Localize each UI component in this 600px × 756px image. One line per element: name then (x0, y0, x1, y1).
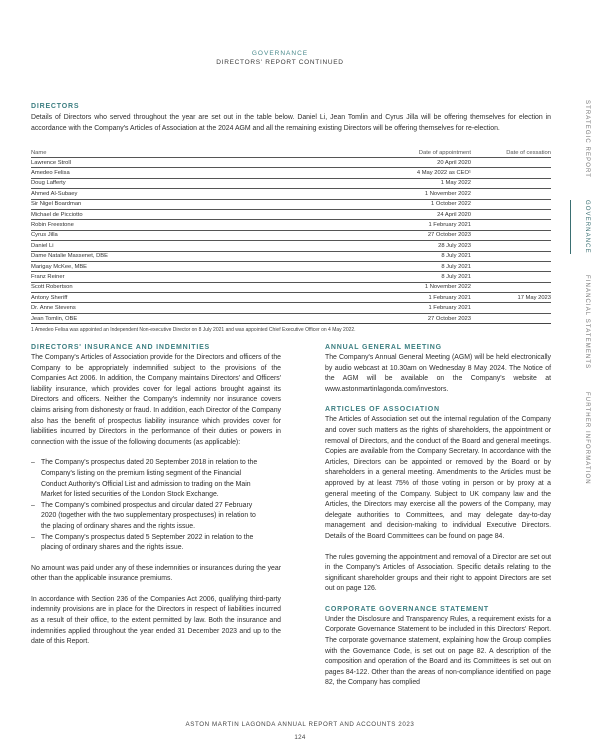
appointment-date: 4 May 2022 as CEO¹ (416, 170, 471, 177)
table-row (31, 231, 551, 241)
table-row (31, 314, 551, 324)
appointment-date: 1 May 2022 (440, 180, 471, 187)
agm-heading: ANNUAL GENERAL MEETING (325, 344, 442, 351)
right-column (325, 343, 551, 689)
appointment-date: 1 October 2022 (431, 201, 471, 208)
appointment-date: 8 July 2021 (441, 263, 471, 270)
directors-heading: DIRECTORS (31, 103, 80, 110)
appointment-date: 1 November 2022 (424, 190, 471, 197)
table-row (31, 252, 551, 262)
appointment-date: 1 February 2021 (428, 222, 471, 229)
table-row (31, 262, 551, 272)
page-header (0, 49, 560, 67)
page-footer (0, 721, 600, 741)
appointment-date: 20 April 2020 (437, 159, 471, 166)
directors-section (31, 102, 551, 134)
table-row (31, 272, 551, 282)
appointment-date: 8 July 2021 (441, 253, 471, 260)
column-header-appointment: Date of appointment (418, 149, 471, 156)
director-name: Lawrence Stroll (31, 159, 71, 166)
director-name: Cyrus Jilla (31, 232, 58, 239)
director-name: Franz Reiner (31, 273, 65, 280)
cgs-heading: CORPORATE GOVERNANCE STATEMENT (325, 605, 490, 613)
table-row (31, 179, 551, 189)
appointment-date: 1 February 2021 (428, 305, 471, 312)
director-name: Michael de Picciotto (31, 211, 83, 218)
left-column (31, 343, 281, 648)
table-row (31, 189, 551, 199)
table-row (31, 168, 551, 178)
directors-intro: Details of Directors who served throughout the year are set out in the table below. Daniel Li, Jean Tomlin and Cyrus Jilla will be offering themselves for election in accordance with the Company's Articles of Association at the 2024 AGM and all the remaining existing Directors will be offering themselves for re-election. (31, 114, 551, 132)
directors-table (31, 148, 551, 324)
appointment-date: 8 July 2021 (441, 273, 471, 280)
appointment-date: 1 November 2022 (424, 284, 471, 291)
side-nav-governance[interactable]: GOVERNANCE (570, 200, 590, 254)
side-nav-strategic-report[interactable]: STRATEGIC REPORT (584, 100, 590, 179)
director-name: Jean Tomlin, OBE (31, 315, 78, 322)
page-number: 124 (294, 734, 306, 741)
director-name: Sir Nigel Boardman (31, 201, 82, 208)
appointment-date: 28 July 2023 (438, 242, 471, 249)
director-name: Dr. Anne Stevens (31, 305, 76, 312)
director-name: Dame Natalie Massenet, DBE (31, 253, 109, 260)
insurance-paragraph-1: The Company's Articles of Association provide for the Directors and officers of the Company to be appropriately indemnified subject to the provisions of the Companies Act 2006. In addition, the Company maintains Directors' and Officers' liability insurance, which provides cover for legal actions brought against its Directors and officers. Neither the Company's indemnity nor insurance covers claims arising from dishonesty or fraud. In addition, each Director of the Company also has the benefit of prospectus liability insurance which provides cover for liabilities incurred by Directors in the performance of their duties or powers in connection with the issue of the following documents (as applicable): (31, 354, 281, 446)
table-row (31, 283, 551, 293)
director-name: Doug Lafferty (31, 180, 66, 187)
articles-heading: ARTICLES OF ASSOCIATION (325, 406, 440, 414)
page-subtitle: DIRECTORS' REPORT CONTINUED (216, 59, 344, 66)
cessation-date: 17 May 2023 (517, 294, 551, 301)
table-row (31, 303, 551, 313)
insurance-paragraph-3: In accordance with Section 236 of the Companies Act 2006, qualifying third-party indemnity provisions are in place for the Directors in respect of liabilities incurred as a result of their office, to the extent permitted by law. Both the insurance and indemnities applied throughout the year ended 31 December 2023 and up to the date of this Report. (31, 595, 281, 646)
director-name: Ahmed Al-Subaey (31, 190, 78, 197)
insurance-paragraph-2: No amount was paid under any of these indemnities or insurances during the year other than the applicable insurance premiums. (31, 564, 281, 583)
insurance-heading: DIRECTORS' INSURANCE AND INDEMNITIES (31, 344, 211, 351)
director-name: Scott Robertson (31, 284, 73, 291)
director-name: Antony Sheriff (31, 294, 68, 301)
side-nav-financial-statements[interactable]: FINANCIAL STATEMENTS (584, 275, 590, 370)
cgs-paragraph: Under the Disclosure and Transparency Rules, a requirement exists for a Corporate Governance Statement to be included in this Directors' Report. The corporate governance statement, explaining how the Group complies with the Governance Code, is set out on page 82. A description of the composition and operation of the Board and its Committees is set out on pages 84-122. Other than the areas of non-compliance identified on page 82, the Company has complied (325, 615, 551, 687)
table-row (31, 293, 551, 303)
articles-paragraph-2: The rules governing the appointment and removal of a Director are set out in the Company's Articles of Association. Specific details relating to the significant shareholder groups and their right to appoint Directors are set out on page 126. (325, 553, 551, 593)
articles-paragraph-1: The Articles of Association set out the internal regulation of the Company and cover such matters as the rights of shareholders, the appointment or removal of Directors, and the conduct of the Board and general meetings. Copies are available from the Company Secretary. In accordance with the Articles, Directors can be appointed or removed by the Board or by shareholders in a general meeting. Amendments to the Articles must be approved by at least 75% of those voting in person or by proxy at a general meeting of the Company. Subject to UK company law and the Articles, the Directors may exercise all the powers of the Company, may delegate authorities to Committees, and may delegate day-to-day management and decision-making to individual Executive Directors. Details of the Board Committees can be found on page 84. (325, 416, 551, 540)
director-name: Robin Freestone (31, 222, 74, 229)
table-footnote: 1 Amedeo Felisa was appointed an Independent Non-executive Director on 8 July 2021 and was appointed Chief Executive Officer on 4 May 2022. (31, 327, 356, 333)
table-row (31, 210, 551, 220)
agm-paragraph: The Company's Annual General Meeting (AGM) will be held electronically by audio webcast at 10.30am on Wednesday 8 May 2024. The Notice of the AGM will be available on the Company's website at www.astonmartinlagonda.com/investors. (325, 354, 551, 393)
table-row (31, 220, 551, 230)
director-name: Marigay McKee, MBE (31, 263, 88, 270)
table-row (31, 158, 551, 168)
table-row (31, 200, 551, 210)
appointment-date: 1 February 2021 (428, 294, 471, 301)
director-name: Amedeo Felisa (31, 170, 70, 177)
column-header-cessation: Date of cessation (506, 149, 551, 156)
section-label: GOVERNANCE (251, 50, 309, 57)
list-item: – The Company's prospectus dated 20 September 2018 in relation to the Company's listing on the premium listing segment of the Financial Conduct Authority's Official List and admission to trading on the Main Market for listed securities of the London Stock Exchange. (31, 458, 281, 500)
column-header-name: Name (31, 149, 47, 156)
appointment-date: 24 April 2020 (437, 211, 471, 218)
appointment-date: 27 October 2023 (427, 232, 471, 239)
appointment-date: 27 October 2023 (427, 315, 471, 322)
director-name: Daniel Li (31, 242, 54, 249)
list-item: – The Company's prospectus dated 5 September 2022 in relation to the placing of ordinary shares and the rights issue. (31, 533, 281, 554)
prospectus-list (31, 458, 281, 553)
side-nav-further-information[interactable]: FURTHER INFORMATION (584, 392, 590, 485)
table-row (31, 241, 551, 251)
list-item: – The Company's combined prospectus and circular dated 27 February 2020 (together with the two supplementary prospectuses) in relation to the placing of ordinary shares and the rights issue. (31, 501, 281, 533)
report-title: ASTON MARTIN LAGONDA ANNUAL REPORT AND ACCOUNTS 2023 (185, 721, 415, 728)
section-side-nav (570, 100, 590, 530)
table-header-row (31, 148, 551, 158)
